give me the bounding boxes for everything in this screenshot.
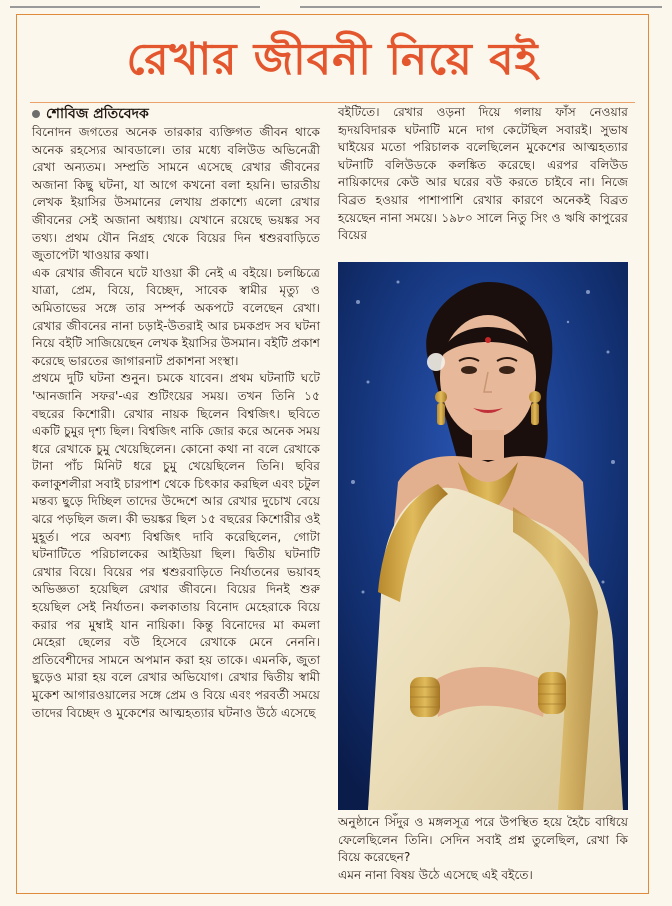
paragraph: প্রথমে দুটি ঘটনা শুনুন। চমকে যাবেন। প্রথম ঘটনাটি ঘটে 'আনজানি সফর'-এর শুটিংয়ের সময়। তখন তিনি ১৫ বছরের কিশোরী। রেখার নায়ক ছিলেন বিশ্বজিৎ। ছবিতে একটি চুমুর দৃশ্য ছিল। বিশ্বজিৎ নাকি জোর করে অনেক সময় ধরে রেখাকে চুমু খেয়েছিলেন। কোনো কথা না বলে রেখাকে টানা পাঁচ মিনিট ধরে চুমু খেয়েছিলেন তিনি। ছবির কলাকুশলীরা সবাই চারপাশ থেকে চিৎকার করছিল এবং চটুল মন্তব্য ছুড়ে দিচ্ছিল তাদের উদ্দেশে আর রেখার দুচোখ বেয়ে ঝরে পড়ছিল জল। কী ভয়ঙ্কর ছিল ১৫ বছরের কিশোরীর ওই মুহূর্ত। পরে অবশ্য বিশ্বজিৎ দাবি করেছিলেন, গোটা ঘটনাটিতে পরিচালকের আইডিয়া ছিল। দ্বিতীয় ঘটনাটি রেখার বিয়ে। বিয়ের পর শ্বশুরবাড়িতে নির্যাতনের ভয়াবহ অভিজ্ঞতা হয়েছিল রেখার জীবনে। বিয়ের দিনই শুরু হয়েছিল সেই নির্যাতন। কলকাতায় বিনোদ মেহেরাকে বিয়ে করার পর মুম্বাই যান নায়িকা। কিন্তু বিনোদের মা কমলা মেহেরা ছেলের বউ হিসেবে রেখাকে মেনে নেননি। প্রতিবেশীদের সামনে অপমান করা হয় তাকে। এমনকি, জুতা ছুড়েও মারা হয় বলে রেখার অভিযোগ। রেখার দ্বিতীয় স্বামী মুকেশ আগারওয়ালের সঙ্গে প্রেম ও বিয়ে এবং পরবর্তী সময়ে তাদের বিচ্ছেদ ও মুকেশের আত্মহত্যার ঘটনাও উঠে এসেছে [32,371,320,720]
top-strip-right-rule [300,0,662,8]
top-strip [0,0,672,8]
paragraph: অনুষ্ঠানে সিঁদুর ও মঙ্গলসূত্র পরে উপস্থিত হয়ে হৈচৈ বাধিয়ে ফেলেছিলেন তিনি। সেদিন সবাই প্রশ্ন তুলেছিল, রেখা কি বিয়ে করেছেন? [338,815,628,865]
article-column-left [32,124,320,722]
article-headline: রেখার জীবনী নিয়ে বই [126,34,539,85]
headline-divider [30,102,635,103]
article-photo [338,262,628,810]
paragraph: বিনোদন জগতের অনেক তারকার ব্যক্তিগত জীবন থাকে অনেক রহস্যের আবডালে। তার মধ্যে বলিউড অভিনেত্রী রেখা অন্যতম। সম্প্রতি সামনে এসেছে রেখার জীবনের অজানা কিছু ঘটনা, যা আগে কখনো বলা হয়নি। ভারতীয় লেখক ইয়াসির উসমানের লেখায় প্রকাশ্যে এলো রেখার জীবনের সেই অজানা অধ্যায়। যেখানে রয়েছে ভয়ঙ্কর সব তথ্য। প্রথম যৌন নিগ্রহ থেকে বিয়ের দিন শ্বশুরবাড়িতে জুতাপেটা খাওয়ার কথা। [32,125,320,263]
top-strip-left-rule [10,0,260,8]
paragraph: বইটিতে। রেখার ওড়না দিয়ে গলায় ফাঁস নেওয়ার হৃদয়বিদারক ঘটনাটি মনে দাগ কেটেছিল সবারই। সুভাষ ঘাইয়ের মতো পরিচালক বলেছিলেন মুকেশের আত্মহত্যার ঘটনাটি বলিউডকে কলঙ্কিত করেছে। এরপর বলিউড নায়িকাদের কেউ আর ঘরের বউ করতে চাইবে না। নিজে বিব্রত হওয়ার পাশাপাশি রেখার কারণে অনেকই বিব্রত হয়েছেন নানা সময়ে। ১৯৮০ সালে নিতু সিং ও ঋষি কাপুরের বিয়ের [338,105,628,243]
article-column-right-top [338,104,628,245]
paragraph: এমন নানা বিষয় উঠে এসেছে এই বইতে। [338,867,533,882]
bullet-icon [32,110,40,118]
paragraph: এক রেখার জীবনে ঘটে যাওয়া কী নেই এ বইয়ে। চলচ্চিত্রে যাত্রা, প্রেম, বিয়ে, বিচ্ছেদ, সাবেক স্বামীর মৃত্যু ও অমিতাভের সঙ্গে তার সম্পর্ক অকপটে বলেছেন রেখা। রেখার জীবনের নানা চড়াই-উতরাই আর চমকপ্রদ সব ঘটনা নিয়ে বইটি সাজিয়েছেন লেখক ইয়াসির উসমান। বইটি প্রকাশ করেছে ভারতের জাগারনাট প্রকাশনা সংস্থা। [32,265,320,368]
byline-text: শোবিজ প্রতিবেদক [46,106,149,122]
article-column-right-bottom [338,814,628,884]
byline [32,104,149,124]
portrait-illustration [338,262,628,810]
